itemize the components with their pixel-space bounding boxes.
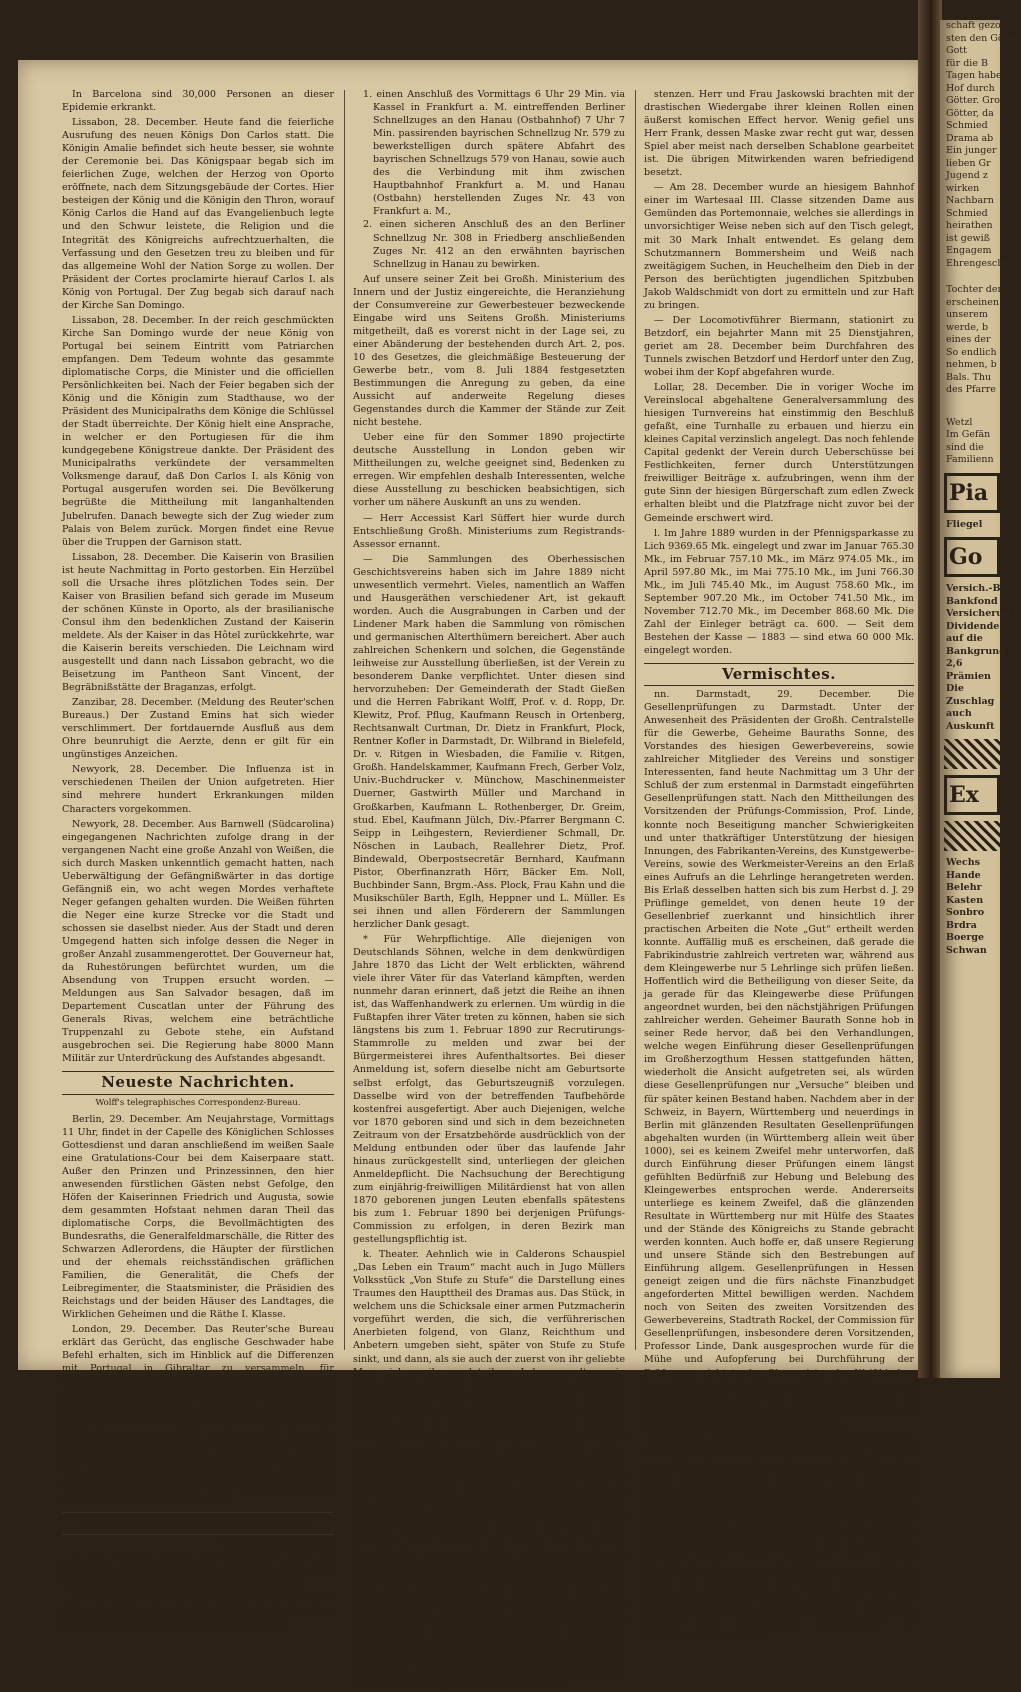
- adjacent-text-bottom: [940, 857, 1000, 957]
- column-2: [353, 88, 625, 1691]
- adjacent-line: Prämien: [946, 670, 991, 682]
- list-item: 2. einen sicheren Anschluß des an den Berliner Schnellzug Nr. 308 in Friedberg anschließenden Zuges Nr. 412 an den erwähnten bayrischen Schnellzug in Hanau zu bewirken.: [363, 219, 625, 270]
- adjacent-line: Götter. Gro: [946, 95, 1000, 106]
- local-dateline: Gießen, 30. December.: [223, 1538, 334, 1550]
- adjacent-line: Bankgrund: [946, 645, 1006, 657]
- local-paragraph: Zum nächsten Sommerfahrplan hat die Kammer folgende Anträge bei der Königl. Eisenbahn-Direction Hannover einzureichen beschlossen, nämlich:: [62, 1592, 334, 1630]
- ad-box-3: Ex: [944, 775, 1000, 815]
- adjacent-line: Die: [946, 683, 964, 694]
- adjacent-line: sten den Götter: [946, 32, 1021, 44]
- news-subheading: Wolff's telegraphisches Correspondenz-Bureau.: [95, 1097, 301, 1108]
- news-paragraph: London, 29. December. Das Reuter'sche Bureau erklärt das Gerücht, das englische Geschwader habe Befehl erhalten, sich im Hinblick auf die Differenzen mit Portugal in Gibraltar zu versammeln, für unbegründet. Ebenso unbegründet sei das Gerücht von einem Einvernehmen Englands mit den Vereinigten Staaten von Nordamerika zum Zweck der Ausübung eines Druckes auf Portugal durch eine gemeinsame Flottendemonstration. Der portugiesische Gesandte Marquis d'Anoss überreichte Lord Salisbury gestern die Antwort Portugals auf die jüngste Note Englands. Wie es heißt, hätte Portugal einen Aufschub verlangt, um Erklärungen von Serpa Pinto einzuholen und sei dieser Aufschub bewilligt worden.: [62, 1324, 334, 1505]
- adjacent-line: Tochter der: [946, 284, 1003, 295]
- adjacent-line: heirathen: [946, 220, 993, 231]
- adjacent-line: Wetzl: [946, 416, 973, 428]
- misc-paragraph: nn. Darmstadt, 29. December. Die Gesellenprüfungen zu Darmstadt. Unter der Anwesenheit des Präsidenten der Großh. Centralstelle für die Gewerbe, Geheime Bauraths Sonne, des Vorstandes des hiesigen Gewerbevereins, sowie zahlreicher Mitglieder des Vereins und sonstiger Interessenten, fand heute Nachmittag um 3 Uhr der Schluß der zum erstenmal in Darmstadt eingeführten Gesellenprüfungen statt. Nach den Mittheilungen des Vorsitzenden der Prüfungs-Commission, Prof. Linde, konnte noch Beseitigung mancher Schwierigkeiten und unter thatkräftiger Unterstützung der hiesigen Innungen, des Fabrikanten-Vereins, des Kunstgewerbe-Vereins, sowie des Werkmeister-Vereins an den Erlaß eines Aufrufs an die Lehrlinge herangetreten werden. Bis Erlaß desselben hatten sich bis zum Herbst d. J. 29 Prüflinge gemeldet, von denen heute 19 der Gesellenbrief zuerkannt und hinsichtlich ihrer practischen Arbeiten die Note „Gut“ ertheilt werden konnte. Auffällig muß es erscheinen, daß gerade die Fabrikindustrie zahlreich vertreten war, während aus dem Kleingewerbe nur 5 Lehrlinge sich prüfen ließen. Hoffentlich wird die Betheiligung von dieser Seite, da ja gerade für das Kleingewerbe diese Prüfungen angeordnet wurden, bei den nächstjährigen Prüfungen zahlreicher werden. Geheimer Baurath Sonne hob in seiner Rede hervor, daß bei den Verhandlungen, welche wegen Einführung dieser Gesellenprüfungen im Großherzogthum Hessen stattgefunden hätten, wiederholt die Ansicht aufgetreten sei, als würden diese Gesellenprüfungen nur „Versuche“ bleiben und für später keinen Bestand haben. Nachdem aber in der Schweiz, in Bayern, Württemberg und neuerdings in Berlin mit glänzenden Resultaten Gesellenprüfungen abgehalten wurden (in Württemberg allein weit über 1000), sei es keinem Zweifel mehr unterworfen, daß durch Einführung dieser Prüfungen einem längst gefühlten Bedürfniß zur Hebung und Belebung des Kleingewerbes entsprochen werde. Andererseits unterliege es keinem Zweifel, daß die glänzenden Resultate in Württemberg nur mit Hülfe des Staates und der Stände des Königreichs zu Stande gebracht werden konnten. Auch hoffe er, daß unsere Regierung und unsere Stände sich den Bestrebungen auf Einführung allgem. Gesellenprüfungen in Hessen geneigt zeigen und die fürs nächste Finanzbudget angeforderten Mittel bewilligen werden. Nachdem noch von Seiten des zweiten Vorsitzenden des Gewerbevereins, Stadtrath Rockel, der Commission für Gesellenprüfungen, insbesondere deren Vorsitzenden, Professor Linde, Dank ausgesprochen wurde für die Mühe und Aufopferung bei Durchführung der Prüfungen, richtete der Obermeister der Weißbinder-Innung, Stadtrath Kinkel, noch Worte der Mahnung an die Junggesellen, treu und fest zum Handwerk zu halten zu Nutz und Frommen des Gewerbestandes und zum Segen des Staates und des Reiches.: [644, 689, 914, 1431]
- adjacent-line: Sonbro: [946, 907, 985, 918]
- adjacent-line: Zuschlag: [946, 695, 995, 707]
- misc-heading: Vermischtes.: [644, 663, 914, 686]
- adjacent-line: Boerge: [946, 932, 985, 943]
- adjacent-line: Versich.-B: [946, 583, 1001, 594]
- adjacent-line: auf die: [946, 633, 983, 644]
- local-heading: Locales und Provinzielles.: [62, 1512, 334, 1535]
- column-1: [62, 88, 334, 1630]
- article-paragraph: Lollar, 28. December. Die in voriger Woche im Vereinslocal abgehaltene Generalversammlung des hiesigen Turnvereins hat einstimmig den Beschluß gefaßt, eine Turnhalle zu erbauen und hierzu ein kleines Capital verzinslich angelegt. Das noch fehlende Capital gedenkt der Verein durch Ueberschüsse bei Festlichkeiten, ferner durch Unterstützungen freiwilliger Beiträge x. aufzubringen, wenn ihm der gute Sinn der hiesigen Bürgerschaft zum edlen Zweck erhalten bleibt und die Platzfrage nicht zuvor bei der Gemeinde erschwert wird.: [644, 382, 914, 524]
- adjacent-line: Hande: [946, 869, 981, 881]
- book-binding: [918, 0, 942, 1378]
- article-paragraph: Zanzibar, 28. December. (Meldung des Reuter'schen Bureaus.) Der Zustand Emins hat sich wieder verschlimmert. Der fortdauernde Ausfluß aus dem Ohre beunruhigt die Aerzte, denn er gilt für ein ungünstiges Anzeichen.: [62, 697, 334, 761]
- adjacent-line: eines der: [946, 334, 991, 345]
- adjacent-line: Ein junger: [946, 145, 997, 156]
- adjacent-line: nehmen, b: [946, 359, 997, 370]
- adjacent-line: Drama ab: [946, 132, 994, 144]
- article-paragraph: Lissabon, 28. December. Die Kaiserin von Brasilien ist heute Nachmittag in Porto gestorben. Ein Herzübel soll die Ursache ihres plötzlichen Todes sein. Der Kaiser von Brasilien befand sich gerade im Museum der schönen Künste in Oporto, als der brasilianische Consul ihm den bedenklichen Zustand der Kaiserin meldete. Als der Kaiser in das Hôtel zurückkehrte, war die Kaiserin bereits verschieden. Die Leichnam wird ausgestellt und dann nach Lissabon gebracht, wo die Beisetzung im Pantheon Sant Vincent, der Begräbnißstätte der Braganzas, erfolgt.: [62, 551, 334, 694]
- newspaper-page: [18, 60, 940, 1691]
- article-paragraph: — Der Locomotivführer Biermann, stationirt zu Betzdorf, ein bejahrter Mann mit 25 Dienstjahren, geriet am 28. December beim Durchfahren des Tunnels zwischen Betzdorf und Herdorf unter den Zug, wobei ihm der Kopf abgefahren wurde.: [644, 314, 915, 378]
- adjacent-line: Engagem: [946, 245, 992, 256]
- ad-hatch-border-2: [944, 821, 1000, 851]
- article-paragraph: stenzen. Herr und Frau Jaskowski brachten mit der drastischen Wiedergabe ihrer kleinen Rollen einen äußerst komischen Effect hervor. Wenig gefiel uns Herr Frank, dessen Maske zwar recht gut war, dessen Spiel aber meist nach derselben Schablone gearbeitet ist. Die übrigen Mitwirkenden waren befriedigend besetzt.: [644, 89, 914, 179]
- news-articles: [62, 1113, 334, 1506]
- adjacent-line: unserem: [946, 309, 988, 320]
- ad-box-2: Go: [944, 537, 1000, 577]
- article-paragraph: — Die Sammlungen des Oberhessischen Geschichtsvereins haben sich im Jahre 1889 nicht unwesentlich vermehrt. Vieles, namentlich an Waffen und Hausgeräthen verschiedener Art, ist gekauft worden. Auch die Ausgrabungen in Carben und der Lindener Mark haben die Sammlung von römischen und germanischen Alterthümern bereichert. Aber auch zahlreichen Schenkern und solchen, die Gegenstände leihweise zur Ausstellung überließen, ist der Verein zu besonderem Danke verpflichtet. Unter diesen sind hervorzuheben: Der Gemeinderath der Stadt Gießen und die Herren Fabrikant Wolff, Prof. v. d. Ropp, Dr. Klewitz, Prof. Pflug, Kaufmann Reusch in Ortenberg, Rechtsanwalt Curtman, Dr. Dietz in Frankfurt, Plock, Rentner Kofler in Darmstadt, Dr. Wilbrand in Bielefeld, Dr. v. Ritgen in Wiesbaden, die Familie v. Ritgen, Großh. Handelskammer, Kaufmann Frech, Gerber Volz, Univ.-Buchdrucker v. Münchow, Maschinenmeister Duerner, Gastwirth Müller und Marchand in Großkarben, Kaufmann L. Rothenberger, Dr. Greim, stud. Ebel, Kaufmann Jülch, Div.-Pfarrer Bergmann C. Seipp in Leihgestern, Revierdiener Schmall, Dr. Nöschen in Laubach, Reallehrer Dietz, Prof. Bindewald, Oberpostsecretär Bernhard, Kaufmann Pistor, Oberfinanzrath Hörr, Bäcker Em. Noll, Buchbinder Sann, Brgm.-Ass. Plock, Frau Kahn und die Musikschüler Barth, Eglh, Heppner und L. Müller. Es sei ihnen und allen Förderern der Sammlungen herzlicher Dank gesagt.: [353, 553, 625, 930]
- list-item: 1. einen Anschluß des Vormittags 6 Uhr 29 Min. via Kassel in Frankfurt a. M. eintreffenden Berliner Schnellzuges an den Hanau (Ostbahnhof) 7 Uhr 7 Min. passirenden bayrischen Schnellzug Nr. 579 zu bewerkstelligen durch spätere Abfahrt des bayrischen Schnellzugs 579 von Hanau, sowie auch des die Verbindung mit ihm zwischen Hauptbahnhof Frankfurt a. M. und Hanau (Ostbahn) herstellenden Zuges Nr. 43 von Frankfurt a. M.,: [363, 89, 625, 218]
- adjacent-line: Hof durch: [946, 82, 995, 94]
- adjacent-text-top: [940, 20, 1021, 270]
- adjacent-line: Nachbarn: [946, 195, 994, 206]
- adjacent-line: wirken: [946, 182, 980, 194]
- adjacent-line: 2,6: [946, 658, 963, 669]
- adjacent-line: Dividende: [946, 620, 1000, 632]
- adjacent-line: auch: [946, 708, 972, 719]
- adjacent-line: für die B: [946, 57, 988, 69]
- adjacent-line: werde, b: [946, 321, 989, 333]
- request-list: [353, 88, 625, 271]
- adjacent-line: Ehrengeschenk: [946, 257, 1021, 269]
- ad-box-1-lines: [940, 519, 1000, 532]
- adjacent-line: Bals. Thu: [946, 371, 992, 383]
- adjacent-line: Brdra: [946, 919, 977, 931]
- local-paragraph: — 20. Sitzung Großh. Handelskammer vom 19. December. Gegenwärtig waren die Herren Koch, Gail, Heichelheim, Homberger, Katz, Kraatz, Schirmer.: [62, 1551, 334, 1589]
- adjacent-line: Schmied: [946, 120, 988, 131]
- article-paragraph: Newyork, 28. December. Die Influenza ist in verschiedenen Theilen der Union aufgetreten. Hier sind mehrere hundert Erkrankungen milden Characters vorgekommen.: [62, 764, 334, 815]
- adjacent-page: [940, 20, 1021, 1378]
- article-paragraph: Ueber eine für den Sommer 1890 projectirte deutsche Ausstellung in London geben wir Mittheilungen zu, welche geeignet sind, Bedenken zu erregen. Wir empfehlen deshalb Interessenten, welche diese Ausstellung zu beschicken beabsichtigen, sich vorher um nähere Auskunft an uns zu wenden.: [353, 432, 625, 509]
- adjacent-line: Götter, da: [946, 107, 994, 119]
- column-divider-1: [344, 90, 345, 1350]
- adjacent-line: Belehr: [946, 882, 982, 893]
- misc-paragraph: Mainz, 29. December. In den letzten Tagen hat sich hier die Zahl der Influenza-Erkrankungen merklich vermehrt und zwar will man bei einzelnen Fällen jetzt auch einen ernsteren Character der Krankheit beobachtet haben. Bei den weiten Gemüthern hat der plötzliche Todesfall eines hiesigen Kaufmanns ziemlich beunruhigt, der vor einigen Tagen an der Influenza erkrankt und bei welchem die Erkrankung schließlich in Lungenentzündung ausgeartet ist. In ärztlichen Kreisen faßt man dagegen die ganze Krankheitserscheinung nach wie vor immer noch sehr ruhig auf, ohne indeß die Gefahr des ernsteren Characters der Krankheit zu verkennen. Bei den letzten Erkrankungen sind hauptsächlich zahlreiche Beamte der Hessischen Ludwigsbahn in Mitleidenschaft gezogen.: [644, 1434, 914, 1642]
- adjacent-text-middle: [940, 284, 1003, 397]
- article-paragraph: Lissabon, 28. December. In der reich geschmückten Kirche San Domingo wurde der neue König von Portugal bei seinem Eintritt vom Patriarchen empfangen. Dem Tedeum wohnte das gesammte diplomatische Corps, die Minister und die officiellen Persönlichkeiten bei. Nach der Feier begaben sich der König und die Königin zum Stadthause, wo der Präsident des Municipalraths dem Könige die Schlüssel der Stadt überreichte. Der König hielt eine Ansprache, in welcher er den Portugiesen für die ihm kundgegebene Königstreue dankte. Der Präsident des Municipalraths verkündete der versammelten Volksmenge darauf, daß Don Carlos I. als König von Portugal ausgerufen worden sei. Die Bevölkerung begrüßte die Mittheilung mit langanhaltenden Jubelrufen. Danach bewegte sich der Zug wieder zum Palais von Belem zurück. Morgen findet eine Revue über die Truppen der Garnison statt.: [62, 314, 334, 548]
- column-3-articles: [644, 88, 914, 657]
- ad-box-1: Pia: [944, 473, 1000, 513]
- article-paragraph: In Barcelona sind 30,000 Personen an dieser Epidemie erkrankt.: [62, 89, 334, 114]
- adjacent-line: ist gewiß: [946, 232, 990, 244]
- column-divider-2: [635, 90, 636, 1350]
- adjacent-line: Fliegel: [946, 518, 983, 530]
- adjacent-text-lower: [940, 417, 1000, 467]
- adjacent-line: Wechs: [946, 857, 980, 868]
- adjacent-line: Schmied: [946, 207, 988, 219]
- adjacent-line: Gott: [946, 45, 967, 56]
- adjacent-line: Schwan: [946, 944, 987, 956]
- adjacent-line: lieben Gr: [946, 157, 991, 169]
- adjacent-line: Kasten: [946, 894, 984, 906]
- adjacent-line: Bankfond: [946, 595, 998, 607]
- article-paragraph: l. Im Jahre 1889 wurden in der Pfennigsparkasse zu Lich 9369.65 Mk. eingelegt und zwar im Januar 765.30 Mk., im Februar 757.10 Mk., im März 974.05 Mk., im April 597.80 Mk., im Mai 775.10 Mk., im Juni 766.30 Mk., im Juli 745.40 Mk., im August 758.60 Mk., im September 907.20 Mk., im October 741.50 Mk., im November 712.70 Mk., im December 868.60 Mk. Die Zahl der Einleger beträgt ca. 600. — Seit dem Bestehen der Kasse — 1883 — sind etwa 60 000 Mk. eingelegt worden.: [644, 527, 914, 656]
- adjacent-bank-lines: [940, 583, 1011, 733]
- article-paragraph: Lissabon, 28. December. Heute fand die feierliche Ausrufung des neuen Königs Don Carlos statt. Die Königin Amalie befindet sich heute besser, sie wohnte der Ceremonie bei. Das Königspaar begab sich im feierlichen Zuge, welchen der Herzog von Oporto eröffnete, nach dem Sitzungsgebäude der Cortes. Hier besteigen der König und die Königin den Thron, worauf König Carlos die Hand auf das Evangelienbuch legte und den Schwur leistete, die Religion und die Integrität des Königreichs aufrechtzuerhalten, die Verfassung und den Gesetzen treu zu bleiben und für das allgemeine Wohl der Nation Sorge zu wollen. Der Präsident der Cortes proclamirte hierauf Carlos I. als König von Portugal. Der Zug begab sich darauf nach der Kirche San Domingo.: [62, 117, 334, 311]
- adjacent-line: Auskunft: [946, 720, 995, 732]
- column-1-articles: [62, 88, 334, 1065]
- adjacent-line: des Pfarre: [946, 384, 996, 395]
- adjacent-line: So endlich: [946, 346, 997, 358]
- adjacent-line: Familienn: [946, 454, 994, 465]
- local-articles: [62, 1550, 334, 1630]
- ad-hatch-border: [944, 739, 1000, 769]
- adjacent-line: sind die: [946, 441, 984, 453]
- column-3: [644, 88, 915, 1642]
- column-2-articles: [353, 273, 625, 1692]
- adjacent-line: erscheinen: [946, 296, 999, 308]
- article-paragraph: Auf unsere seiner Zeit bei Großh. Ministerium des Innern und der Justiz eingereichte, die Heranziehung der Consumvereine zur Gewerbesteuer bezweckende Eingabe wird uns Seitens Großh. Ministeriums mitgetheilt, daß es vorerst nicht in der Lage sei, zu einer Abänderung der bestehenden durch Art. 2, pos. 10 des Gesetzes, die gleichmäßige Besteuerung der Gewerbe betr., vom 8. Juli 1884 festgesetzten Bestimmungen die Anregung zu geben, da eine Aussicht auf anderweite Regelung dieses Gegenstandes durch die Kammer der Stände zur Zeit nicht bestehe.: [353, 273, 625, 429]
- adjacent-line: Jugend z: [946, 170, 988, 181]
- adjacent-line: schaft gezogen: [946, 20, 1019, 31]
- article-paragraph: Newyork, 28. December. Aus Barnwell (Südcarolina) eingegangenen Nachrichten zufolge drang in der vergangenen Nacht eine große Anzahl von Weißen, die sich durch Masken unkenntlich gemacht hatten, nach Ueberwältigung der Gefängnißwärter in das dortige Gefängniß ein, wo acht wegen Mordes verhaftete Neger gefangen gehalten wurden. Die Weißen führten die Neger eine kurze Strecke vor die Stadt und schossen sie daselbst nieder. Aus der Stadt und deren Umgegend hatten sich infolge dessen die Neger in großer Anzahl zusammengerottet. Der Gouverneur hat, da Ruhestörungen befürchtet wurden, um die Absendung von Truppen ersucht worden. — Meldungen aus San Salvador besagen, daß im Departement Cuscatlan unter der Führung des Generals Rivas, welchem eine beträchtliche Truppenzahl zu Gebote stehe, ein Aufstand ausgebrochen sei. Die Regierung habe 8000 Mann Militär zur Unterdrückung des Aufstandes abgesandt.: [62, 818, 334, 1065]
- article-paragraph: * Für Wehrpflichtige. Alle diejenigen von Deutschlands Söhnen, welche in dem denkwürdigen Jahre 1870 das Licht der Welt erblickten, während viele ihrer Väter für das Vaterland kämpften, werden nunmehr daran erinnert, daß jetzt die Reihe an ihnen ist, das Waffenhandwerk zu erlernen. Um würdig in die Fußtapfen ihrer Väter treten zu können, haben sie sich längstens bis zum 1. Februar 1890 zur Recrutirungs-Stammrolle zu melden und zwar bei der Bürgermeisterei ihres Aufenthaltsortes. Bei dieser Anmeldung ist, sofern dieselbe nicht am Geburtsorte selbst erfolgt, das Geburtszeugniß vorzulegen. Dasselbe wird von der betreffenden Taufbehörde kostenfrei ausgefertigt. Aber auch Diejenigen, welche vor 1870 geboren sind und sich in dem bezeichneten Zeitraum von der Ersatzbehörde ausdrücklich von der Meldung entbunden oder über das laufende Jahr hinaus zurückgestellt sind, unterliegen der gleichen Anmeldepflicht. Die Nachsuchung der Berechtigung zum einjährig-freiwilligen Militärdienst hat von allen 1870 geborenen jungen Leuten ebenfalls spätestens bis zum 1. Februar 1890 bei derjenigen Prüfungs-Commission zu erfolgen, in deren Bezirk man gestellungspflichtig ist.: [353, 934, 625, 1246]
- article-paragraph: — Am 28. December wurde an hiesigem Bahnhof einer im Wartesaal III. Classe sitzenden Dame aus Gemünden das Portemonnaie, welches sie allerdings in unvorsichtiger Weise neben sich auf den Tisch gelegt, mit 30 Mark Inhalt entwendet. Es gelang dem Schutzmannern Bommersheim und Weiß nach zweitägigem Suchen, in Heuchelheim den Dieb in der Person des berüchtigten jugendlichen Spitzbuben Jakob Waldschmidt von dort zu ermitteln und zur Haft zu bringen.: [644, 182, 914, 311]
- adjacent-line: Im Gefän: [946, 429, 991, 440]
- article-paragraph: k. Theater. Aehnlich wie in Calderons Schauspiel „Das Leben ein Traum“ macht auch in Jugo Müllers Volksstück „Von Stufe zu Stufe“ die Darstellung eines Traumes den Haupttheil des Dramas aus. Das Stück, in welchem uns die Schicksale einer armen Putzmacherin vorgeführt werden, die sich, die verführerischen Anerbieten folgend, von Glanz, Reichthum und Anbetern umgeben sieht, später von Stufe zu Stufe sinkt, und dann, als sie auch der zuerst von ihr geliebte Mann sich von ihr wendet, ihrem Leben gewaltsam ein Ende macht, ist hier schon des öfteren aufgeführt worden und in fester Handlungen bekannt. Gespielt wurde das interessante Stück trefflich. Vornehmlich verdient Herr v. Gallas uneingeschränktes Lob. Er characterisirte den tief angelegten Wohlgemut ganz vorzüglich und beherrschte seine Rolle mit großer Gewandtheit und Sicherheit. Namentlich war sein Spiel im zweiten Acte in der großen Scene mit Marie wahrhaft ergreifend. Recht gut, wenn auch nicht so gut, wie Herr v. Gallas, war die Repräsentantin der Putzmacherin Marie, Fräulein Maaß. Auch sie hatte offenbar ein sorgfältiges Studium auf ihre Rolle verwandt und war in der Lage, eine wirklich durchdachte, ernst aufgefaßte und ernst wirkende Darstellung ihrer interessanten Partie zu geben. Sehr nett war Fräulein Helene Pauli, die entschieden über eine große Gewandtheit und Anmuth in Spiel und Gesang verfügt. Die Rolle der ewig vergnügten Elise entspricht zudem in besonderem Maße dem fröhlichen Naturell ihrer freundlichen Darstellerin. Herr Adam Reiners entfaltete als Stubenmaler Lerche seine oft gerühmte große Begabung, komische Charactertypen zu schaffen. Er zeichnete auf's Trefflichste eine jener zweifelhaften hauptstädtischen Existenzen.: [353, 1249, 625, 1691]
- adjacent-line: Versicherun: [946, 608, 1011, 619]
- misc-articles: [644, 688, 914, 1642]
- news-heading: Neueste Nachrichten.: [62, 1071, 334, 1094]
- article-paragraph: — Herr Accessist Karl Süffert hier wurde durch Entschließung Großh. Ministeriums zum Registrands-Assessor ernannt.: [353, 512, 625, 550]
- adjacent-line: Tagen haben: [946, 70, 1008, 81]
- news-paragraph: Berlin, 29. December. Am Neujahrstage, Vormittags 11 Uhr, findet in der Capelle des Königlichen Schlosses Gottesdienst und daran anschließend im weißen Saale eine Gratulations-Cour bei dem Kaiserpaare statt. Außer den Prinzen und Prinzessinnen, den hier anwesenden fürstlichen Gästen nebst Gefolge, den Höfen der Kaiserinnen Friedrich und Augusta, sowie dem gesammten Hofstaat nehmen daran Theil das diplomatische Corps, die Bevollmächtigten des Bundesraths, die Generalfeldmarschälle, die Ritter des Schwarzen Adlerordens, die Häupter der fürstlichen und der ehemals reichsständischen gräflichen Familien, die Generalität, die Chefs der Leibregimenter, die Staatsminister, die Präsidien des Reichstags und der beiden Häuser des Landtages, die Wirklichen Geheimen und die Räthe I. Klasse.: [62, 1113, 334, 1321]
